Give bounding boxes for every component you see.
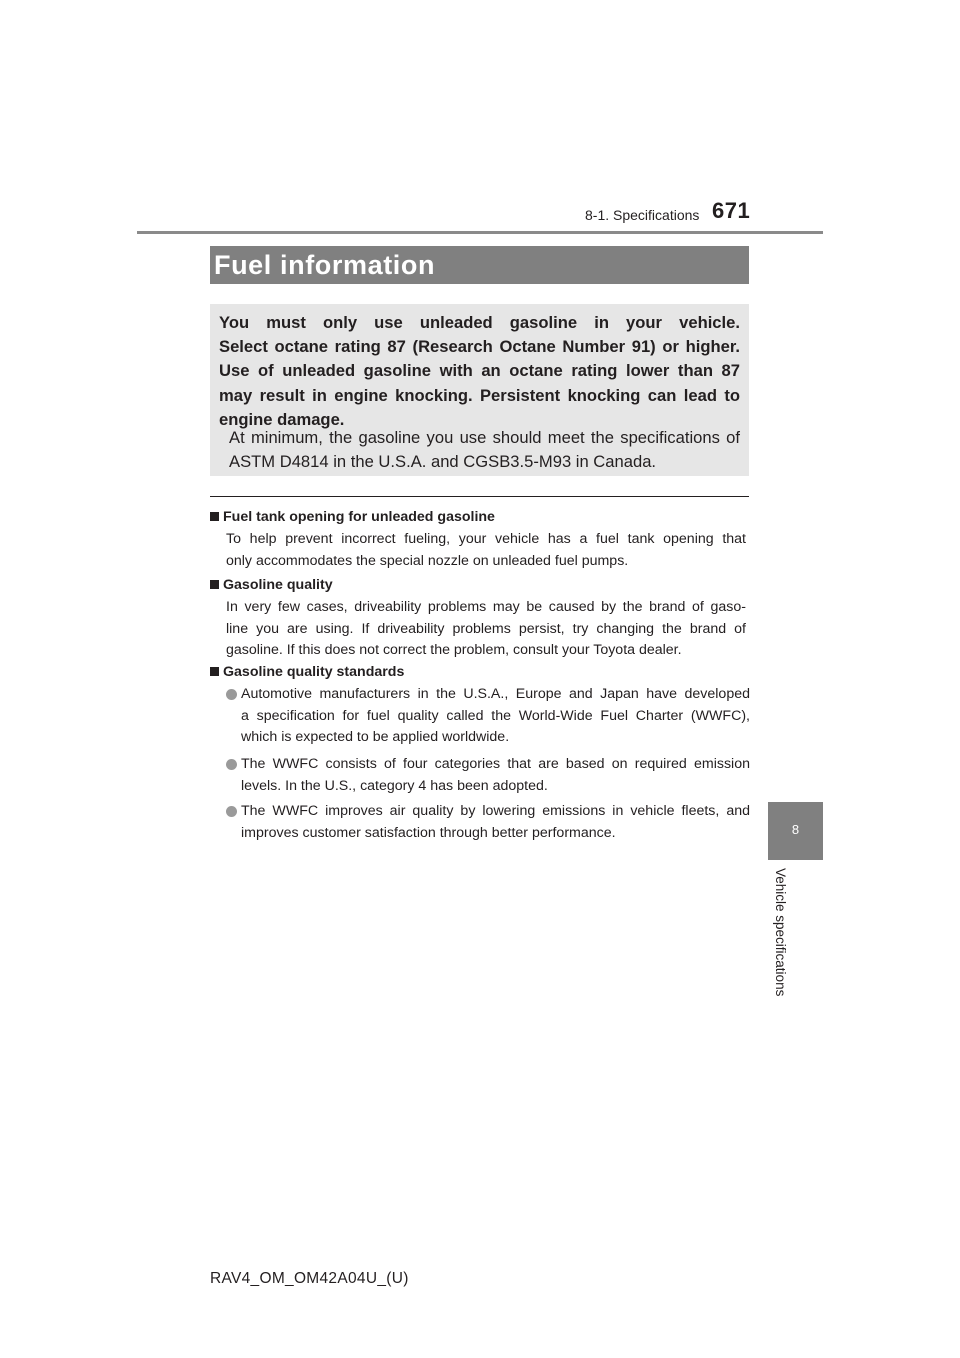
- circle-bullet-icon: [226, 689, 237, 700]
- circle-bullet-icon: [226, 759, 237, 770]
- chapter-tab: [768, 802, 823, 860]
- section-divider: [210, 496, 749, 497]
- paragraph-line: gasoline. If this does not correct the problem, consult your Toyota dealer.: [226, 642, 682, 658]
- running-header-section: 8-1. Specifications: [585, 207, 700, 223]
- list-item-line: The WWFC improves air quality by lowering emissions in vehicle fleets, and: [241, 803, 750, 819]
- page-number: 671: [712, 198, 751, 223]
- chapter-tab-label-text: Vehicle specifications: [773, 868, 788, 997]
- list-item-line: The WWFC consists of four categories that are based on required emission: [241, 756, 750, 772]
- page-title: Fuel information: [214, 250, 436, 280]
- intro-warning: [219, 311, 740, 432]
- list-item-line: levels. In the U.S., category 4 has been adopted.: [241, 777, 548, 794]
- intro-note-line: At minimum, the gasoline you use should meet the specifications of: [229, 428, 740, 447]
- square-bullet-icon: [210, 580, 219, 589]
- section-heading-text: Gasoline quality: [223, 577, 333, 593]
- intro-bold-line: Select octane rating 87 (Research Octane Number 91) or higher.: [219, 337, 740, 357]
- page-title-bar: [210, 246, 749, 284]
- intro-bold-line: engine damage.: [219, 409, 345, 429]
- footer-code: RAV4_OM_OM42A04U_(U): [210, 1270, 409, 1287]
- intro-note: [229, 426, 740, 474]
- list-item-line: Automotive manufacturers in the U.S.A., Europe and Japan have developed: [241, 686, 750, 702]
- chapter-tab-number: 8: [791, 822, 800, 837]
- intro-bold-line: You must only use unleaded gasoline in your vehicle.: [219, 313, 740, 332]
- intro-box: [210, 304, 749, 476]
- intro-bold-line: Use of unleaded gasoline with an octane rating lower than 87: [219, 361, 740, 381]
- intro-note-line: ASTM D4814 in the U.S.A. and CGSB3.5-M93 in Canada.: [229, 452, 657, 471]
- paragraph-line: line you are using. If driveability problems persist, try changing the brand of: [226, 620, 746, 637]
- section-paragraph: [226, 529, 746, 572]
- paragraph-line: only accommodates the special nozzle on unleaded fuel pumps.: [226, 552, 629, 569]
- list-item-line: which is expected to be applied worldwide.: [241, 729, 510, 745]
- intro-bold-line: may result in engine knocking. Persistent knocking can lead to: [219, 385, 740, 405]
- section-heading-text: Gasoline quality standards: [223, 664, 405, 680]
- paragraph-line: In very few cases, driveability problems may be caused by the brand of gaso-: [226, 599, 746, 615]
- section-heading: [210, 575, 333, 595]
- square-bullet-icon: [210, 667, 219, 676]
- list-item-line: a specification for fuel quality called the World-Wide Fuel Charter (WWFC),: [241, 707, 750, 724]
- paragraph-line: To help prevent incorrect fueling, your vehicle has a fuel tank opening that: [226, 531, 746, 547]
- section-heading: [210, 662, 404, 682]
- section-heading-text: Fuel tank opening for unleaded gasoline: [223, 509, 495, 525]
- header-rule: [137, 231, 823, 234]
- square-bullet-icon: [210, 512, 219, 521]
- section-paragraph: [226, 597, 746, 662]
- circle-bullet-icon: [226, 806, 237, 817]
- section-heading: [210, 507, 495, 527]
- chapter-tab-label: [767, 868, 797, 1008]
- list-item-line: improves customer satisfaction through better performance.: [241, 824, 616, 841]
